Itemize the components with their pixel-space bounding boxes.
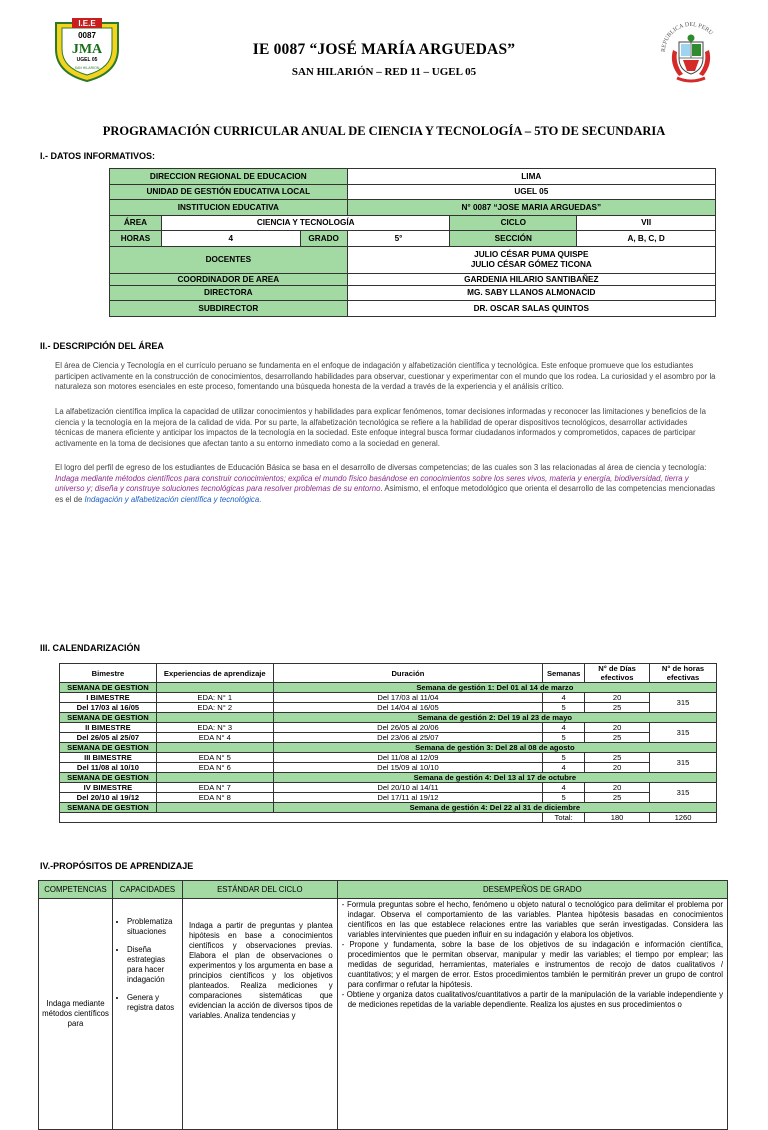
info-row <box>110 184 716 200</box>
bimestre-range: Del 20/10 al 19/12 <box>60 793 157 803</box>
calendar-header-row <box>60 664 717 683</box>
section-3-heading: III. CALENDARIZACIÓN <box>40 643 140 653</box>
emblem-ring-text: REPUBLICA DEL PERU <box>660 21 714 53</box>
gestion-label: SEMANA DE GESTION <box>60 743 157 753</box>
column-header: CAPACIDADES <box>112 881 182 899</box>
gestion-spacer <box>156 743 273 753</box>
days-cell: 25 <box>585 733 650 743</box>
eda-cell: EDA N° 4 <box>156 733 273 743</box>
gestion-label: SEMANA DE GESTION <box>60 803 157 813</box>
weeks-cell: 5 <box>543 733 585 743</box>
weeks-cell: 5 <box>543 793 585 803</box>
info-row <box>110 200 716 216</box>
section-2-heading: II.- DESCRIPCIÓN DEL ÁREA <box>40 341 164 351</box>
crest-number: 0087 <box>78 31 96 40</box>
gestion-period: Semana de gestión 2: Del 19 al 23 de mayo <box>273 713 716 723</box>
column-header: N° de horas efectivas <box>650 664 717 683</box>
eda-cell: EDA: N° 1 <box>156 693 273 703</box>
bimestre-range: Del 26/05 al 25/07 <box>60 733 157 743</box>
bimestre-name: III BIMESTRE <box>60 753 157 763</box>
duration-cell: Del 14/04 al 16/05 <box>273 703 542 713</box>
info-value: MG. SABY LLANOS ALMONACID <box>347 285 715 301</box>
info-value: N° 0087 “JOSE MARIA ARGUEDAS” <box>347 200 715 216</box>
info-row <box>110 231 716 247</box>
info-row <box>110 301 716 317</box>
section-4-heading: IV.-PROPÓSITOS DE APRENDIZAJE <box>40 861 194 871</box>
eda-cell: EDA N° 5 <box>156 753 273 763</box>
weeks-cell: 4 <box>543 763 585 773</box>
bimestre-row <box>60 783 717 793</box>
info-value: 4 <box>161 231 300 247</box>
gestion-row <box>60 743 717 753</box>
days-cell: 25 <box>585 793 650 803</box>
info-table <box>109 168 716 317</box>
column-header: Semanas <box>543 664 585 683</box>
bimestre-name: I BIMESTRE <box>60 693 157 703</box>
bimestre-name: II BIMESTRE <box>60 723 157 733</box>
capacidades-list <box>113 917 182 1013</box>
crest-letters: JMA <box>71 42 103 57</box>
duration-cell: Del 11/08 al 12/09 <box>273 753 542 763</box>
info-label: DOCENTES <box>110 246 348 273</box>
duration-cell: Del 26/05 al 20/06 <box>273 723 542 733</box>
eda-cell: EDA: N° 3 <box>156 723 273 733</box>
column-header: ESTÁNDAR DEL CICLO <box>182 881 337 899</box>
days-cell: 25 <box>585 703 650 713</box>
bimestre-row <box>60 703 717 713</box>
gestion-row <box>60 683 717 693</box>
description-paragraph: El área de Ciencia y Tecnología en el currículo peruano se fundamenta en el enfoque de indagación y alfabetización científica y tecnológica. Este enfoque promueve que los estudiantes participen activamente en la construcción de conocimientos, desarrollando habilidades para observar, cuestionar y experimentar con el mundo que los rodea. La curiosidad y el asombro por la naturaleza son motores esenciales en este proceso, fomentando una búsqueda honesta de la verdad a través de la experiencia y el análisis crítico. <box>55 361 716 391</box>
days-cell: 20 <box>585 723 650 733</box>
days-cell: 20 <box>585 693 650 703</box>
total-days: 180 <box>585 813 650 823</box>
weeks-cell: 5 <box>543 703 585 713</box>
info-value: 5° <box>347 231 450 247</box>
column-header: Duración <box>273 664 542 683</box>
info-label: HORAS <box>110 231 162 247</box>
duration-cell: Del 17/03 al 11/04 <box>273 693 542 703</box>
calendar-body <box>60 683 717 813</box>
info-value: VII <box>577 215 716 231</box>
info-label: INSTITUCION EDUCATIVA <box>110 200 348 216</box>
total-label: Total: <box>543 813 585 823</box>
duration-cell: Del 23/06 al 25/07 <box>273 733 542 743</box>
info-row <box>110 273 716 285</box>
info-row <box>110 246 716 273</box>
info-row <box>110 285 716 301</box>
gestion-row <box>60 803 717 813</box>
weeks-cell: 4 <box>543 693 585 703</box>
competencia-cell: Indaga mediante métodos científicos para <box>39 899 113 1130</box>
weeks-cell: 4 <box>543 783 585 793</box>
gestion-spacer <box>156 713 273 723</box>
total-row <box>60 813 717 823</box>
info-value <box>347 246 715 273</box>
info-label: UNIDAD DE GESTIÓN EDUCATIVA LOCAL <box>110 184 348 200</box>
bimestre-row <box>60 693 717 703</box>
desempeno-item: - Formula preguntas sobre el hecho, fenómeno u objeto natural o tecnológico para delimitar el problema por indagar. Observa el comportamiento de las variables. Plantea hipótesis basadas en conocimientos científicos en las que establece relaciones entre las variables que serán investigadas. Considera las variables intervinientes que pueden influir en su indagación y elabora los objetivos. <box>348 900 723 940</box>
crest-ring-text: SAN HILARION <box>74 66 100 70</box>
desempenos-list <box>340 900 723 1010</box>
hours-cell: 315 <box>650 783 717 803</box>
info-label: ÁREA <box>110 215 162 231</box>
weeks-cell: 5 <box>543 753 585 763</box>
eda-cell: EDA: N° 2 <box>156 703 273 713</box>
bimestre-row <box>60 793 717 803</box>
info-row <box>110 215 716 231</box>
info-label: COORDINADOR DE AREA <box>110 273 348 285</box>
hours-cell: 315 <box>650 753 717 773</box>
duration-cell: Del 15/09 al 10/10 <box>273 763 542 773</box>
bimestre-row <box>60 723 717 733</box>
desempenos-cell <box>337 899 727 1130</box>
weeks-cell: 4 <box>543 723 585 733</box>
document-title: PROGRAMACIÓN CURRICULAR ANUAL DE CIENCIA Y TECNOLOGÍA – 5TO DE SECUNDARIA <box>102 124 666 138</box>
days-cell: 20 <box>585 763 650 773</box>
docente-name: JULIO CÉSAR GÓMEZ TICONA <box>470 259 592 269</box>
description-paragraph: La alfabetización científica implica la capacidad de utilizar conocimientos y habilidades para explicar fenómenos, tomar decisiones informadas y reconocer las limitaciones y beneficios de la ciencia y la tecnología en la mejora de la calidad de vida. Por su parte, la alfabetización tecnológica se refiere a la habilidad de operar dispositivos tecnológicos, desarrollar actividades técnicas de manera eficiente y anticipar los impactos de la tecnología en la sociedad. Este enfoque integral busca formar ciudadanos informados y comprometidos, capaces de participar activamente en la toma de decisiones que afectan tanto a su entorno inmediato como a la sociedad en general. <box>55 407 706 448</box>
column-header: Experiencias de aprendizaje <box>156 664 273 683</box>
info-value: DR. OSCAR SALAS QUINTOS <box>347 301 715 317</box>
info-label: SUBDIRECTOR <box>110 301 348 317</box>
info-label: CICLO <box>450 215 577 231</box>
column-header: DESEMPEÑOS DE GRADO <box>337 881 727 899</box>
gestion-period: Semana de gestión 4: Del 22 al 31 de diciembre <box>273 803 716 813</box>
gestion-label: SEMANA DE GESTION <box>60 773 157 783</box>
school-subtitle: SAN HILARIÓN – RED 11 – UGEL 05 <box>291 66 477 78</box>
crest-ugel: UGEL 05 <box>76 57 98 63</box>
section-1-heading: I.- DATOS INFORMATIVOS: <box>40 151 155 161</box>
gestion-row <box>60 773 717 783</box>
purposes-header-row <box>39 881 728 899</box>
hours-cell: 315 <box>650 693 717 713</box>
paragraph-text: . Asimismo, el enfoque metodológico que orienta el desarrollo de las competencias mencionadas es el de <box>55 484 716 504</box>
bimestre-row <box>60 733 717 743</box>
capacidades-cell <box>112 899 182 1130</box>
duration-cell: Del 17/11 al 19/12 <box>273 793 542 803</box>
days-cell: 20 <box>585 783 650 793</box>
gestion-spacer <box>156 803 273 813</box>
gestion-spacer <box>156 773 273 783</box>
info-value: UGEL 05 <box>347 184 715 200</box>
info-value: LIMA <box>347 169 715 185</box>
bimestre-row <box>60 763 717 773</box>
eda-cell: EDA N° 8 <box>156 793 273 803</box>
info-value: A, B, C, D <box>577 231 716 247</box>
capacidad-item: • Problematiza situaciones <box>127 917 182 937</box>
gestion-spacer <box>156 683 273 693</box>
column-header: Bimestre <box>60 664 157 683</box>
info-value: CIENCIA Y TECNOLOGÍA <box>161 215 449 231</box>
capacidad-item: • Genera y registra datos <box>127 993 182 1013</box>
duration-cell: Del 20/10 al 14/11 <box>273 783 542 793</box>
info-label: GRADO <box>300 231 347 247</box>
methodology-text: Indagación y alfabetización científica y tecnológica <box>84 494 260 504</box>
gestion-period: Semana de gestión 4: Del 13 al 17 de octubre <box>273 773 716 783</box>
days-cell: 25 <box>585 753 650 763</box>
gestion-label: SEMANA DE GESTION <box>60 713 157 723</box>
info-label: DIRECTORA <box>110 285 348 301</box>
description-paragraph <box>55 463 717 505</box>
column-header: N° de Días efectivos <box>585 664 650 683</box>
competencies-text: Indaga mediante métodos científicos para construir conocimientos; explica el mundo físico basándose en conocimientos sobre los seres vivos, materia y energía, biodiversidad, tierra y universo y; diseña y construye soluciones tecnológicas para resolver problemas de su entorno <box>55 473 689 493</box>
docente-name: JULIO CÉSAR PUMA QUISPE <box>474 249 589 259</box>
bimestre-range: Del 17/03 al 16/05 <box>60 703 157 713</box>
eda-cell: EDA N° 7 <box>156 783 273 793</box>
purposes-row <box>39 899 728 1130</box>
desempeno-item: - Propone y fundamenta, sobre la base de los objetivos de su indagación e información científica, procedimientos que le permitan observar, manipular y medir las variables; el tiempo por emplear; las medidas de seguridad, herramientas, materiales e instrumentos de recojo de datos cualitativos / cuantitativos; y el margen de error. Estos procedimientos también le permitirán prever un grupo de control para confirmar o refutar la hipótesis. <box>348 940 723 990</box>
capacidad-item: • Diseña estrategias para hacer indagación <box>127 945 182 985</box>
desempeno-item: - Obtiene y organiza datos cualitativos/cuantitativos a partir de la manipulación de la variable independiente y de mediciones repetidas de la variable dependiente. Realiza los ajustes en sus procedimientos o <box>348 990 723 1010</box>
crest-top-text: I.E.E <box>78 19 96 28</box>
total-hours: 1260 <box>650 813 717 823</box>
calendar-table <box>59 663 717 823</box>
eda-cell: EDA N° 6 <box>156 763 273 773</box>
gestion-period: Semana de gestión 1: Del 01 al 14 de marzo <box>273 683 716 693</box>
column-header: COMPETENCIAS <box>39 881 113 899</box>
school-name: IE 0087 “JOSÉ MARÍA ARGUEDAS” <box>252 41 516 58</box>
bimestre-row <box>60 753 717 763</box>
bimestre-name: IV BIMESTRE <box>60 783 157 793</box>
gestion-period: Semana de gestión 3: Del 28 al 08 de agosto <box>273 743 716 753</box>
purposes-table <box>38 880 728 1130</box>
estandar-cell: Indaga a partir de preguntas y plantea hipótesis en base a conocimientos científicos y observaciones previas. Elabora el plan de observaciones o experimentos y los argumenta en base a principios científicos y los objetivos planteados. Realiza mediciones y comparaciones sistemáticas que evidencian la acción de diversos tipos de variables. Analiza tendencias y <box>182 899 337 1130</box>
hours-cell: 315 <box>650 723 717 743</box>
bimestre-range: Del 11/08 al 10/10 <box>60 763 157 773</box>
info-value: GARDENIA HILARIO SANTIBAÑEZ <box>347 273 715 285</box>
gestion-label: SEMANA DE GESTION <box>60 683 157 693</box>
info-label: SECCIÓN <box>450 231 577 247</box>
paragraph-text: El logro del perfil de egreso de los estudiantes de Educación Básica se basa en el desarrollo de diversas competencias; de las cuales son 3 las relacionadas al área de ciencia y tecnología: <box>55 463 707 472</box>
gestion-row <box>60 713 717 723</box>
info-label: DIRECCION REGIONAL DE EDUCACION <box>110 169 348 185</box>
paragraph-text: . <box>259 494 262 504</box>
info-row <box>110 169 716 185</box>
